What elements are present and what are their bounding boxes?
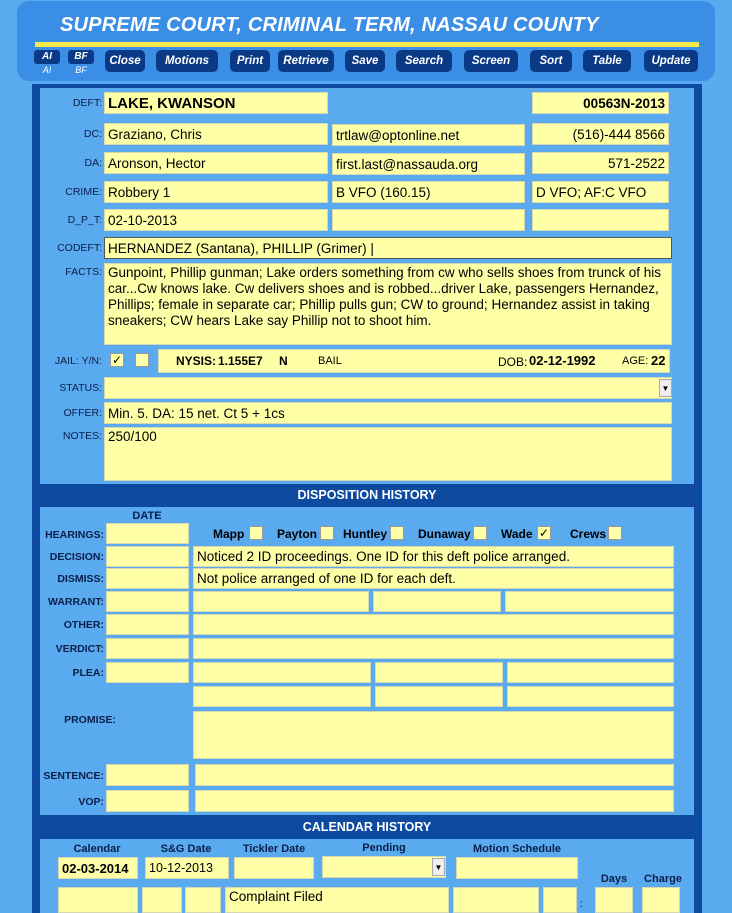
verdict-date-field[interactable]: [106, 638, 189, 659]
print-button[interactable]: Print: [230, 50, 270, 72]
plea-field-5[interactable]: [375, 686, 503, 707]
sort-button[interactable]: Sort: [530, 50, 572, 72]
close-button[interactable]: Close: [105, 50, 145, 72]
dob-label: DOB:: [498, 355, 528, 369]
bf-toggle-button[interactable]: BF: [68, 50, 94, 64]
hearing-wade-label: Wade: [501, 527, 533, 541]
plea-field-3[interactable]: [507, 662, 674, 683]
sentence-field[interactable]: [195, 764, 674, 786]
plea-field-4[interactable]: [193, 686, 371, 707]
other-label: OTHER:: [63, 619, 104, 631]
charge-field[interactable]: [642, 887, 680, 913]
save-button[interactable]: Save: [345, 50, 385, 72]
sg-date-field[interactable]: 10-12-2013: [145, 857, 229, 879]
title-stripe: [35, 42, 699, 47]
notes-field[interactable]: 250/100: [104, 427, 672, 481]
plea-date-field[interactable]: [106, 662, 189, 683]
nysis-value[interactable]: 1.155E7: [218, 354, 263, 368]
chevron-down-icon[interactable]: ▼: [659, 379, 672, 397]
plea-field-6[interactable]: [507, 686, 674, 707]
dismiss-date-field[interactable]: [106, 568, 189, 589]
warrant-field-3[interactable]: [505, 591, 674, 612]
hearing-huntley-checkbox[interactable]: [390, 526, 404, 540]
calendar-row-field-6[interactable]: [543, 887, 577, 913]
plea-field-2[interactable]: [375, 662, 503, 683]
calendar-header: Calendar: [73, 843, 121, 855]
crime-class-secondary-field[interactable]: D VFO; AF:C VFO: [532, 181, 669, 203]
charge-header: Charge: [644, 873, 682, 885]
jail-no-checkbox[interactable]: [135, 353, 149, 367]
deft-name-field[interactable]: LAKE, KWANSON: [104, 92, 328, 114]
calendar-row-field-2[interactable]: [142, 887, 182, 913]
da-label: DA:: [84, 157, 102, 169]
dc-label: DC:: [83, 128, 102, 140]
dc-name-field[interactable]: Graziano, Chris: [104, 123, 328, 145]
jail-yes-checkbox[interactable]: ✓: [111, 353, 123, 367]
retrieve-button[interactable]: Retrieve: [278, 50, 334, 72]
crime-label: CRIME:: [65, 186, 102, 198]
notes-label: NOTES:: [62, 430, 102, 442]
date-header: DATE: [132, 510, 162, 522]
sentence-date-field[interactable]: [106, 764, 189, 786]
ai-toggle-label: AI: [42, 65, 52, 75]
decision-label: DECISION:: [49, 551, 104, 563]
page-title: SUPREME COURT, CRIMINAL TERM, NASSAU COUNTY: [60, 14, 599, 36]
calendar-row-field-1[interactable]: [58, 887, 138, 913]
time-separator: :: [580, 899, 583, 910]
dismiss-field[interactable]: Not police arranged of one ID for each deft.: [193, 568, 674, 589]
offer-field[interactable]: Min. 5. DA: 15 net. Ct 5 + 1cs: [104, 402, 672, 424]
vop-date-field[interactable]: [106, 790, 189, 812]
dpt-label: D_P_T:: [67, 214, 102, 226]
hearing-dunaway-label: Dunaway: [418, 527, 471, 541]
other-date-field[interactable]: [106, 614, 189, 635]
da-email-field[interactable]: first.last@nassauda.org: [332, 153, 525, 175]
status-select[interactable]: [104, 377, 672, 399]
dismiss-label: DISMISS:: [57, 573, 104, 585]
da-phone-field[interactable]: 571-2522: [532, 152, 669, 174]
age-value[interactable]: 22: [651, 353, 666, 368]
other-field[interactable]: [193, 614, 674, 635]
dpt-extra-field[interactable]: [332, 209, 525, 231]
pending-select[interactable]: [322, 856, 446, 878]
search-button[interactable]: Search: [396, 50, 452, 72]
ai-toggle-button[interactable]: AI: [34, 50, 60, 64]
table-button[interactable]: Table: [583, 50, 631, 72]
warrant-field-2[interactable]: [373, 591, 501, 612]
jail-label: JAIL: Y/N:: [54, 355, 102, 367]
hearings-label: HEARINGS:: [45, 529, 104, 541]
sg-date-header: S&G Date: [160, 843, 212, 855]
calendar-entry-field[interactable]: Complaint Filed: [225, 887, 449, 913]
bf-toggle-label: BF: [75, 65, 87, 75]
deft-label: DEFT:: [72, 97, 102, 109]
hearing-crews-label: Crews: [570, 527, 607, 541]
facts-field[interactable]: Gunpoint, Phillip gunman; Lake orders something from cw who sells shoes from trunck of his car...Cw knows lake. Cw delivers shoes and is robbed...driver Lake, passengers Hernandez, Phillips; female in separate car; Phillip pulls gun; CW to ground; Hernandez assist in taking sneakers; CW hears Lake say Phillip not to shoot him.: [104, 263, 672, 345]
bail-label: BAIL: [318, 355, 342, 367]
da-name-field[interactable]: Aronson, Hector: [104, 152, 328, 174]
indictment-number-field[interactable]: 00563N-2013: [532, 92, 669, 114]
update-button[interactable]: Update: [644, 50, 698, 72]
plea-field-1[interactable]: [193, 662, 371, 683]
hearing-mapp-label: Mapp: [213, 527, 245, 541]
chevron-down-icon[interactable]: ▼: [432, 858, 445, 876]
promise-field[interactable]: [193, 711, 674, 759]
codeft-field[interactable]: HERNANDEZ (Santana), PHILLIP (Grimer) |: [104, 237, 672, 259]
hearing-payton-label: Payton: [277, 527, 318, 541]
vop-field[interactable]: [195, 790, 674, 812]
dc-phone-field[interactable]: (516)-444 8566: [532, 123, 669, 145]
days-field[interactable]: [595, 887, 633, 913]
hearings-date-field[interactable]: [106, 523, 189, 544]
hearing-mapp-checkbox[interactable]: [249, 526, 263, 540]
pending-header: Pending: [362, 842, 406, 854]
hearing-wade-checkbox[interactable]: ✓: [538, 526, 550, 540]
warrant-date-field[interactable]: [106, 591, 189, 612]
motion-schedule-field[interactable]: [456, 857, 578, 879]
hearing-dunaway-checkbox[interactable]: [473, 526, 487, 540]
decision-date-field[interactable]: [106, 546, 189, 567]
motion-schedule-header: Motion Schedule: [473, 843, 561, 855]
crime-field[interactable]: Robbery 1: [104, 181, 328, 203]
hearing-payton-checkbox[interactable]: [320, 526, 334, 540]
calendar-title: CALENDAR HISTORY: [302, 820, 432, 834]
facts-label: FACTS:: [65, 266, 102, 278]
dc-email-field[interactable]: trtlaw@optonline.net: [332, 124, 525, 146]
tickler-date-header: Tickler Date: [242, 843, 306, 855]
age-label: AGE:: [622, 355, 649, 367]
tickler-date-field[interactable]: [234, 857, 314, 879]
promise-label: PROMISE:: [64, 714, 116, 726]
plea-label: PLEA:: [72, 667, 104, 679]
dpt-field[interactable]: 02-10-2013: [104, 209, 328, 231]
status-label: STATUS:: [59, 382, 102, 394]
codeft-label: CODEFT:: [57, 242, 102, 254]
calendar-row-field-3[interactable]: [185, 887, 221, 913]
dob-value[interactable]: 02-12-1992: [529, 353, 596, 368]
decision-field[interactable]: Noticed 2 ID proceedings. One ID for this deft police arranged.: [193, 546, 674, 567]
dpt-extra-field-2[interactable]: [532, 209, 669, 231]
calendar-date-field[interactable]: 02-03-2014: [58, 857, 138, 879]
nysis-flag[interactable]: N: [279, 354, 288, 368]
screen-button[interactable]: Screen: [464, 50, 518, 72]
verdict-field[interactable]: [193, 638, 674, 659]
hearing-huntley-label: Huntley: [343, 527, 388, 541]
vop-label: VOP:: [78, 796, 104, 808]
warrant-label: WARRANT:: [48, 596, 104, 608]
crime-class-field[interactable]: B VFO (160.15): [332, 181, 525, 203]
hearing-crews-checkbox[interactable]: [608, 526, 622, 540]
calendar-row-field-5[interactable]: [453, 887, 539, 913]
sentence-label: SENTENCE:: [43, 770, 104, 782]
disposition-title: DISPOSITION HISTORY: [297, 488, 437, 502]
verdict-label: VERDICT:: [55, 643, 104, 655]
warrant-field-1[interactable]: [193, 591, 369, 612]
motions-button[interactable]: Motions: [156, 50, 218, 72]
days-header: Days: [600, 873, 628, 885]
nysis-label: NYSIS:: [176, 354, 217, 368]
offer-label: OFFER:: [63, 407, 102, 419]
